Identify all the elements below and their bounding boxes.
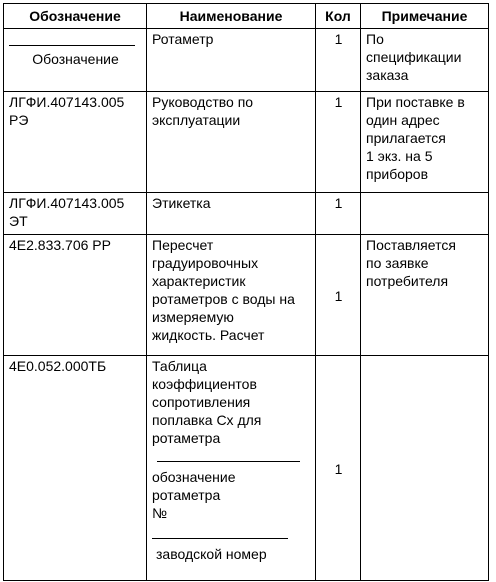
header-designation: Обозначение [4, 4, 147, 29]
name-cell [147, 356, 316, 581]
name-cell: Этикетка [147, 193, 316, 235]
table-row [4, 193, 489, 235]
note-cell [361, 356, 489, 581]
qty-cell: 1 [316, 193, 361, 235]
note-cell [361, 193, 489, 235]
table-row [4, 356, 489, 581]
designation-caption: Обозначение [32, 51, 119, 67]
table-row [4, 92, 489, 193]
serial-caption: заводской номер [156, 546, 267, 562]
designation-cell: 4Е2.833.706 РР [4, 235, 147, 356]
note-cell: Поставляется по заявке потребителя [361, 235, 489, 356]
name-cell: Пересчет градуировочных характеристик ротаметров с воды на измеряемую жидкость. Расчет [147, 235, 316, 356]
header-note: Примечание [361, 4, 489, 29]
name-cell: Ротаметр [147, 29, 316, 92]
name-field-caption: обозначение ротаметра № [152, 469, 236, 521]
name-cell: Руководство по эксплуатации [147, 92, 316, 193]
qty-cell: 1 [316, 356, 361, 581]
header-row [4, 4, 489, 29]
qty-cell: 1 [316, 92, 361, 193]
header-qty: Кол [316, 4, 361, 29]
note-cell: По спецификации заказа [361, 29, 489, 92]
designation-cell [4, 29, 147, 92]
qty-cell: 1 [316, 235, 361, 356]
designation-cell: ЛГФИ.407143.005 ЭТ [4, 193, 147, 235]
name-text: Таблица коэффициентов сопротивления поплавка Сх для ротаметра [152, 358, 262, 446]
table-row [4, 29, 489, 92]
table-row [4, 235, 489, 356]
note-cell: При поставке в один адрес прилагается 1 экз. на 5 приборов [361, 92, 489, 193]
designation-cell: 4Е0.052.000ТБ [4, 356, 147, 581]
specification-table [3, 3, 489, 581]
designation-cell: ЛГФИ.407143.005 РЭ [4, 92, 147, 193]
qty-cell: 1 [316, 29, 361, 92]
header-name: Наименование [147, 4, 316, 29]
